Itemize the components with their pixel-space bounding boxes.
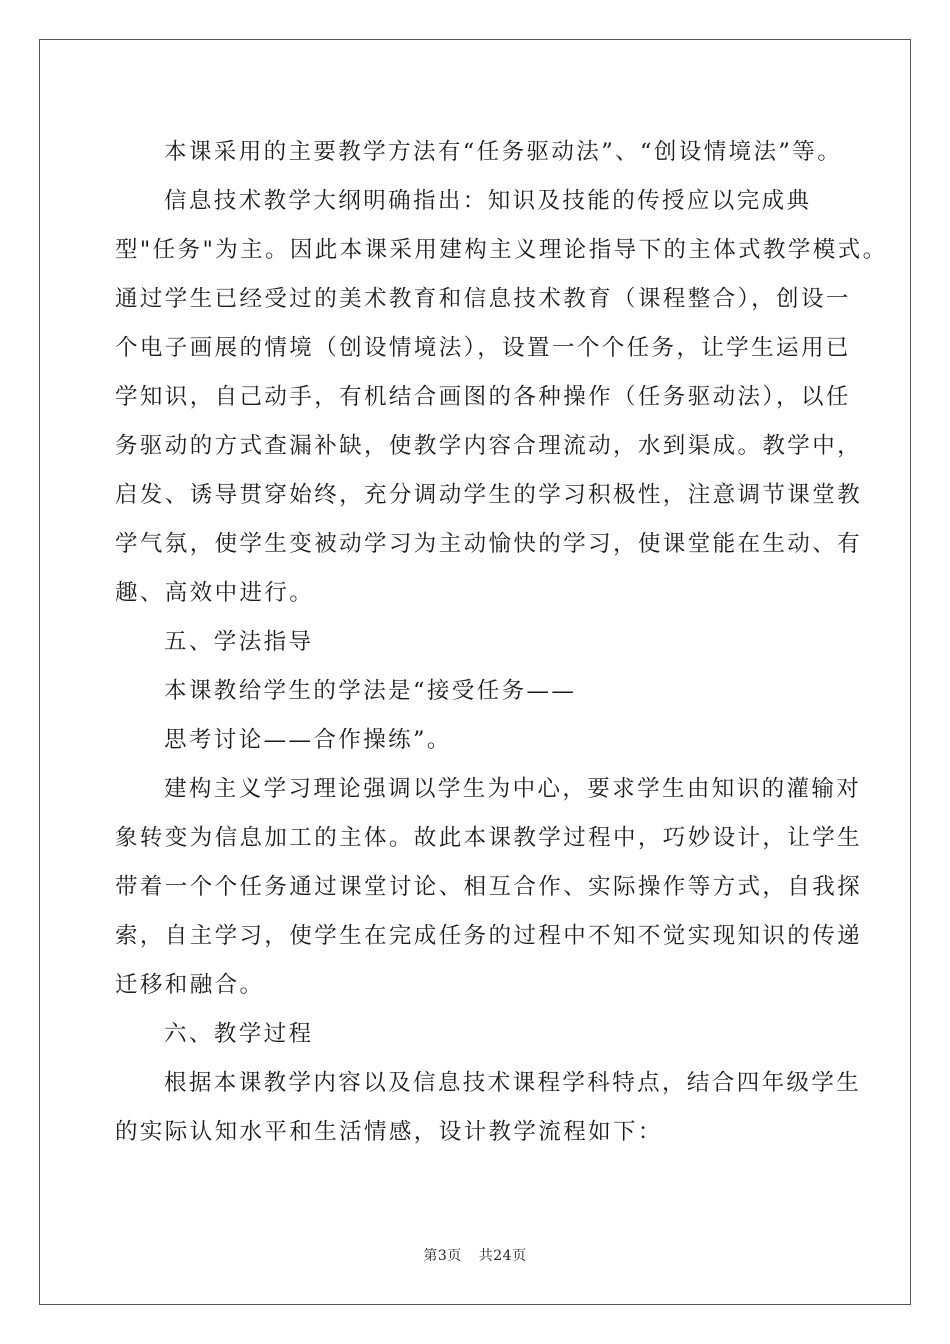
paragraph-line: 带着一个个任务通过课堂讨论、相互合作、实际操作等方式，自我探: [115, 874, 863, 900]
paragraph-line: 的实际认知水平和生活情感，设计教学流程如下：: [115, 1119, 663, 1145]
paragraph-line: 通过学生已经受过的美术教育和信息技术教育（课程整合），创设一: [115, 286, 851, 312]
paragraph-line: 本课采用的主要教学方法有“任务驱动法”、“创设情境法”等。: [164, 139, 843, 165]
document-body: [115, 128, 888, 1157]
paragraph-line: 启发、诱导贯穿始终，充分调动学生的学习积极性，注意调节课堂教: [115, 482, 863, 508]
paragraph-line: 索，自主学习，使学生在完成任务的过程中不知不觉实现知识的传递: [115, 923, 863, 949]
paragraph-line: 型"任务"为主。因此本课采用建构主义理论指导下的主体式教学模式。: [115, 237, 888, 263]
paragraph-line: 建构主义学习理论强调以学生为中心，要求学生由知识的灌输对: [164, 776, 862, 802]
section-heading: 五、学法指导: [164, 629, 314, 655]
paragraph-line: 学气氛，使学生变被动学习为主动愉快的学习，使课堂能在生动、有: [115, 531, 863, 557]
paragraph-line: 迁移和融合。: [115, 972, 265, 998]
paragraph-line: 本课教给学生的学法是“接受任务——: [164, 678, 577, 704]
paragraph-line: 务驱动的方式查漏补缺，使教学内容合理流动，水到渠成。教学中，: [115, 433, 863, 459]
section-heading: 六、教学过程: [164, 1021, 314, 1047]
paragraph-line: 趣、高效中进行。: [115, 580, 315, 606]
page-total: 共24页: [478, 1248, 527, 1264]
paragraph-line: 信息技术教学大纲明确指出：知识及技能的传授应以完成典: [164, 188, 812, 214]
page-number: 第3页: [423, 1248, 462, 1264]
paragraph-line: 根据本课教学内容以及信息技术课程学科特点，结合四年级学生: [164, 1070, 862, 1096]
page-footer: [0, 1245, 950, 1265]
paragraph-line: 思考讨论——合作操练”。: [164, 727, 452, 753]
paragraph-line: 学知识，自己动手，有机结合画图的各种操作（任务驱动法），以任: [115, 384, 851, 410]
paragraph-line: 象转变为信息加工的主体。故此本课教学过程中，巧妙设计，让学生: [115, 825, 863, 851]
paragraph-line: 个电子画展的情境（创设情境法），设置一个个任务，让学生运用已: [115, 335, 851, 361]
